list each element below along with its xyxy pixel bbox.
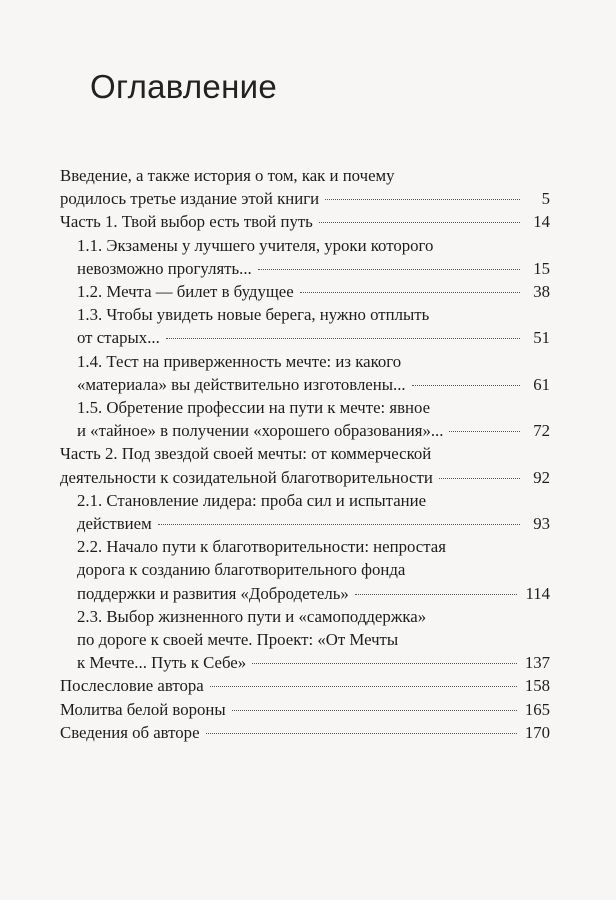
toc-page-number: 92 (533, 467, 550, 487)
dot-leader (210, 686, 517, 687)
toc-page-number: 165 (524, 699, 550, 719)
toc-entry[interactable] (60, 442, 550, 488)
toc-entry-text: Послесловие автора (60, 676, 204, 696)
toc-entry-text: 2.1. Становление лидера: проба сил и испытание (77, 490, 427, 510)
toc-entry-text: 1.5. Обретение профессии на пути к мечте: явное (77, 398, 431, 418)
toc-page-number: 38 (533, 282, 550, 302)
toc-page-number: 14 (533, 212, 550, 232)
toc-entry[interactable] (60, 698, 550, 721)
toc-entry-last-line (60, 698, 550, 721)
toc-entry[interactable] (60, 210, 550, 233)
toc-entry-text: Сведения об авторе (60, 722, 200, 742)
toc-entry-text: Часть 2. Под звездой своей мечты: от коммерческой (60, 444, 432, 464)
toc-entry-last-line (77, 326, 550, 349)
toc-page-number: 15 (533, 258, 550, 278)
toc-entry-text: «материала» вы действительно изготовлены... (77, 374, 406, 394)
toc-entry-last-line (60, 210, 550, 233)
toc-entry-text: Часть 1. Твой выбор есть твой путь (60, 212, 313, 232)
toc-entry-last-line (60, 674, 550, 697)
toc-entry-text: от старых... (77, 328, 160, 348)
dot-leader (258, 269, 520, 270)
toc-entry-text: 1.2. Мечта — билет в будущее (77, 282, 294, 302)
toc-entry-text: и «тайное» в получении «хорошего образования»... (77, 421, 444, 441)
toc-entry-text: родилось третье издание этой книги (60, 189, 320, 209)
toc-entry-last-line (77, 373, 550, 396)
dot-leader (166, 338, 520, 339)
toc-entry-last-line (77, 280, 550, 303)
dot-leader (325, 199, 520, 200)
toc-page-number: 61 (533, 374, 550, 394)
toc-entry-text: 2.2. Начало пути к благотворительности: непростая (77, 537, 446, 557)
page-title: Оглавление (90, 68, 277, 105)
toc-entry-text: по дороге к своей мечте. Проект: «От Мечты (77, 630, 399, 650)
toc-entry[interactable] (60, 396, 550, 442)
dot-leader (412, 385, 520, 386)
toc-entry-last-line (77, 257, 550, 280)
toc-entry[interactable] (60, 164, 550, 210)
dot-leader (439, 478, 520, 479)
toc-entry-last-line (60, 466, 550, 489)
toc-entry-text: Введение, а также история о том, как и почему (60, 166, 395, 185)
toc-page-number: 72 (533, 421, 550, 441)
toc-entry-text: Молитва белой вороны (60, 699, 226, 719)
toc-entry-last-line (77, 419, 550, 442)
toc-entry-text: 1.4. Тест на приверженность мечте: из какого (77, 351, 402, 371)
toc-entry-text: дорога к созданию благотворительного фонда (77, 560, 406, 580)
toc-entry-last-line (77, 651, 550, 674)
dot-leader (252, 663, 517, 664)
toc-entry-text: 2.3. Выбор жизненного пути и «самоподдержка» (77, 606, 427, 626)
toc-entry-last-line (60, 187, 550, 210)
dot-leader (355, 594, 518, 595)
dot-leader (232, 710, 517, 711)
toc-entry-text: невозможно прогулять... (77, 258, 252, 278)
toc-page-number: 51 (533, 328, 550, 348)
dot-leader (319, 222, 520, 223)
toc-entry-last-line (77, 582, 550, 605)
toc-entry-text: к Мечте... Путь к Себе» (77, 653, 247, 673)
toc-entry-text: деятельности к созидательной благотворительности (60, 467, 433, 487)
table-of-contents (60, 164, 550, 744)
dot-leader (158, 524, 520, 525)
toc-entry[interactable] (60, 721, 550, 744)
toc-entry-text: 1.3. Чтобы увидеть новые берега, нужно отплыть (77, 305, 430, 325)
toc-entry-last-line (77, 512, 550, 535)
toc-page-number: 158 (524, 676, 550, 696)
toc-page-number: 137 (524, 653, 550, 673)
toc-entry-text: поддержки и развития «Добродетель» (77, 583, 349, 603)
toc-entry-text: 1.1. Экзамены у лучшего учителя, уроки которого (77, 235, 434, 255)
toc-entry-last-line (60, 721, 550, 744)
toc-page-number: 114 (525, 583, 550, 603)
toc-page-number: 93 (533, 514, 550, 534)
toc-entry[interactable] (60, 535, 550, 605)
toc-entry[interactable] (60, 350, 550, 396)
dot-leader (206, 733, 517, 734)
toc-entry[interactable] (60, 605, 550, 675)
toc-entry[interactable] (60, 303, 550, 349)
toc-entry[interactable] (60, 280, 550, 303)
toc-entry-text: действием (77, 514, 152, 534)
toc-page-number: 170 (524, 722, 550, 742)
toc-entry[interactable] (60, 234, 550, 280)
toc-page-number: 5 (541, 189, 550, 209)
toc-entry[interactable] (60, 674, 550, 697)
dot-leader (300, 292, 520, 293)
toc-entry[interactable] (60, 489, 550, 535)
dot-leader (449, 431, 520, 432)
